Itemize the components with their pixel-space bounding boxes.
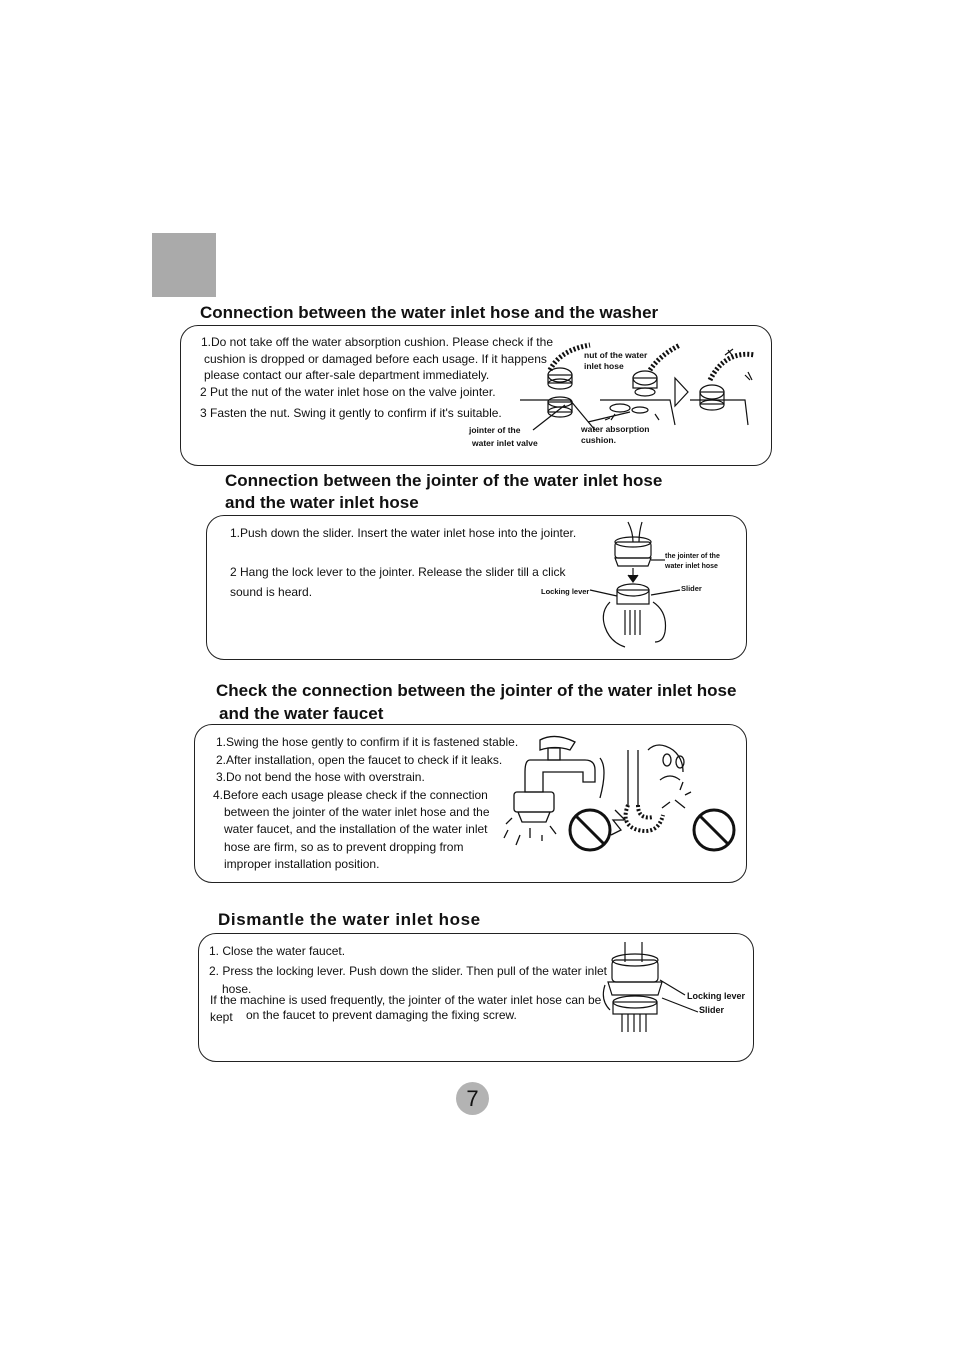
section4-title: Dismantle the water inlet hose (218, 910, 481, 929)
section4-note-2: on the faucet to prevent damaging the fixing screw. (246, 1008, 517, 1022)
section2-step-2b: sound is heard. (230, 585, 313, 599)
section1-step-1b: cushion is dropped or damaged before each usage. If it happens (204, 352, 547, 366)
hose-valve-illustration (520, 330, 770, 460)
label-dismantle-slider: Slider (699, 1005, 725, 1015)
section3-step-4a: 4.Before each usage please check if the connection (213, 788, 488, 802)
label-valve-jointer-2: water inlet valve (472, 438, 538, 448)
section3-step-4e: improper installation position. (224, 857, 380, 871)
section4-note-kept: kept (210, 1010, 233, 1024)
section1-step-1c: please contact our after-sale department immediately. (204, 368, 490, 382)
section2-title-1: Connection between the jointer of the water inlet hose (225, 471, 663, 490)
label-nut-2: inlet hose (584, 361, 624, 371)
label-valve-jointer-1: jointer of the (469, 425, 521, 435)
dismantle-jointer-illustration (600, 940, 700, 1035)
section1-title: Connection between the water inlet hose and the washer (200, 303, 659, 322)
label-hose-jointer-2: water inlet hose (665, 563, 718, 570)
label-hose-jointer-1: the jointer of the (665, 553, 720, 560)
page-number: 7 (456, 1082, 489, 1115)
section4-step-2a: 2. Press the locking lever. Push down the slider. Then pull of the water inlet (209, 964, 608, 978)
section3-step-4c: water faucet, and the installation of the water inlet (224, 822, 488, 836)
label-slider: Slider (681, 584, 702, 593)
section3-title-2: and the water faucet (219, 704, 384, 723)
label-cushion-1: water absorption (581, 424, 650, 434)
section3-step-4d: hose are firm, so as to prevent dropping from (224, 840, 464, 854)
section3-title-1: Check the connection between the jointer of the water inlet hose (216, 681, 737, 700)
section2-step-2a: 2 Hang the lock lever to the jointer. Release the slider till a click (230, 565, 566, 579)
section4-step-1: 1. Close the water faucet. (209, 944, 346, 958)
section3-step-2: 2.After installation, open the faucet to check if it leaks. (216, 753, 503, 767)
label-cushion-2: cushion. (581, 435, 616, 445)
section1-step-3: 3 Fasten the nut. Swing it gently to confirm if it's suitable. (200, 406, 502, 420)
section3-step-1: 1.Swing the hose gently to confirm if it is fastened stable. (216, 735, 519, 749)
section2-step-1: 1.Push down the slider. Insert the water inlet hose into the jointer. (230, 526, 577, 540)
label-locking-lever: Locking lever (541, 587, 590, 596)
label-nut-1: nut of the water (584, 350, 648, 360)
section-tab-block (152, 233, 216, 297)
section2-title-2: and the water inlet hose (225, 493, 419, 512)
section3-step-4b: between the jointer of the water inlet hose and the (224, 805, 490, 819)
label-dismantle-locking-lever: Locking lever (687, 991, 746, 1001)
section1-step-1a: 1.Do not take off the water absorption cushion. Please check if the (201, 335, 553, 349)
section3-step-3: 3.Do not bend the hose with overstrain. (216, 770, 425, 784)
section1-step-2: 2 Put the nut of the water inlet hose on the valve jointer. (200, 385, 496, 399)
section4-step-2b: hose. (222, 982, 252, 996)
faucet-warning-illustration (500, 730, 740, 880)
section4-note-1: If the machine is used frequently, the jointer of the water inlet hose can be (210, 993, 602, 1007)
jointer-insert-illustration (590, 520, 690, 660)
